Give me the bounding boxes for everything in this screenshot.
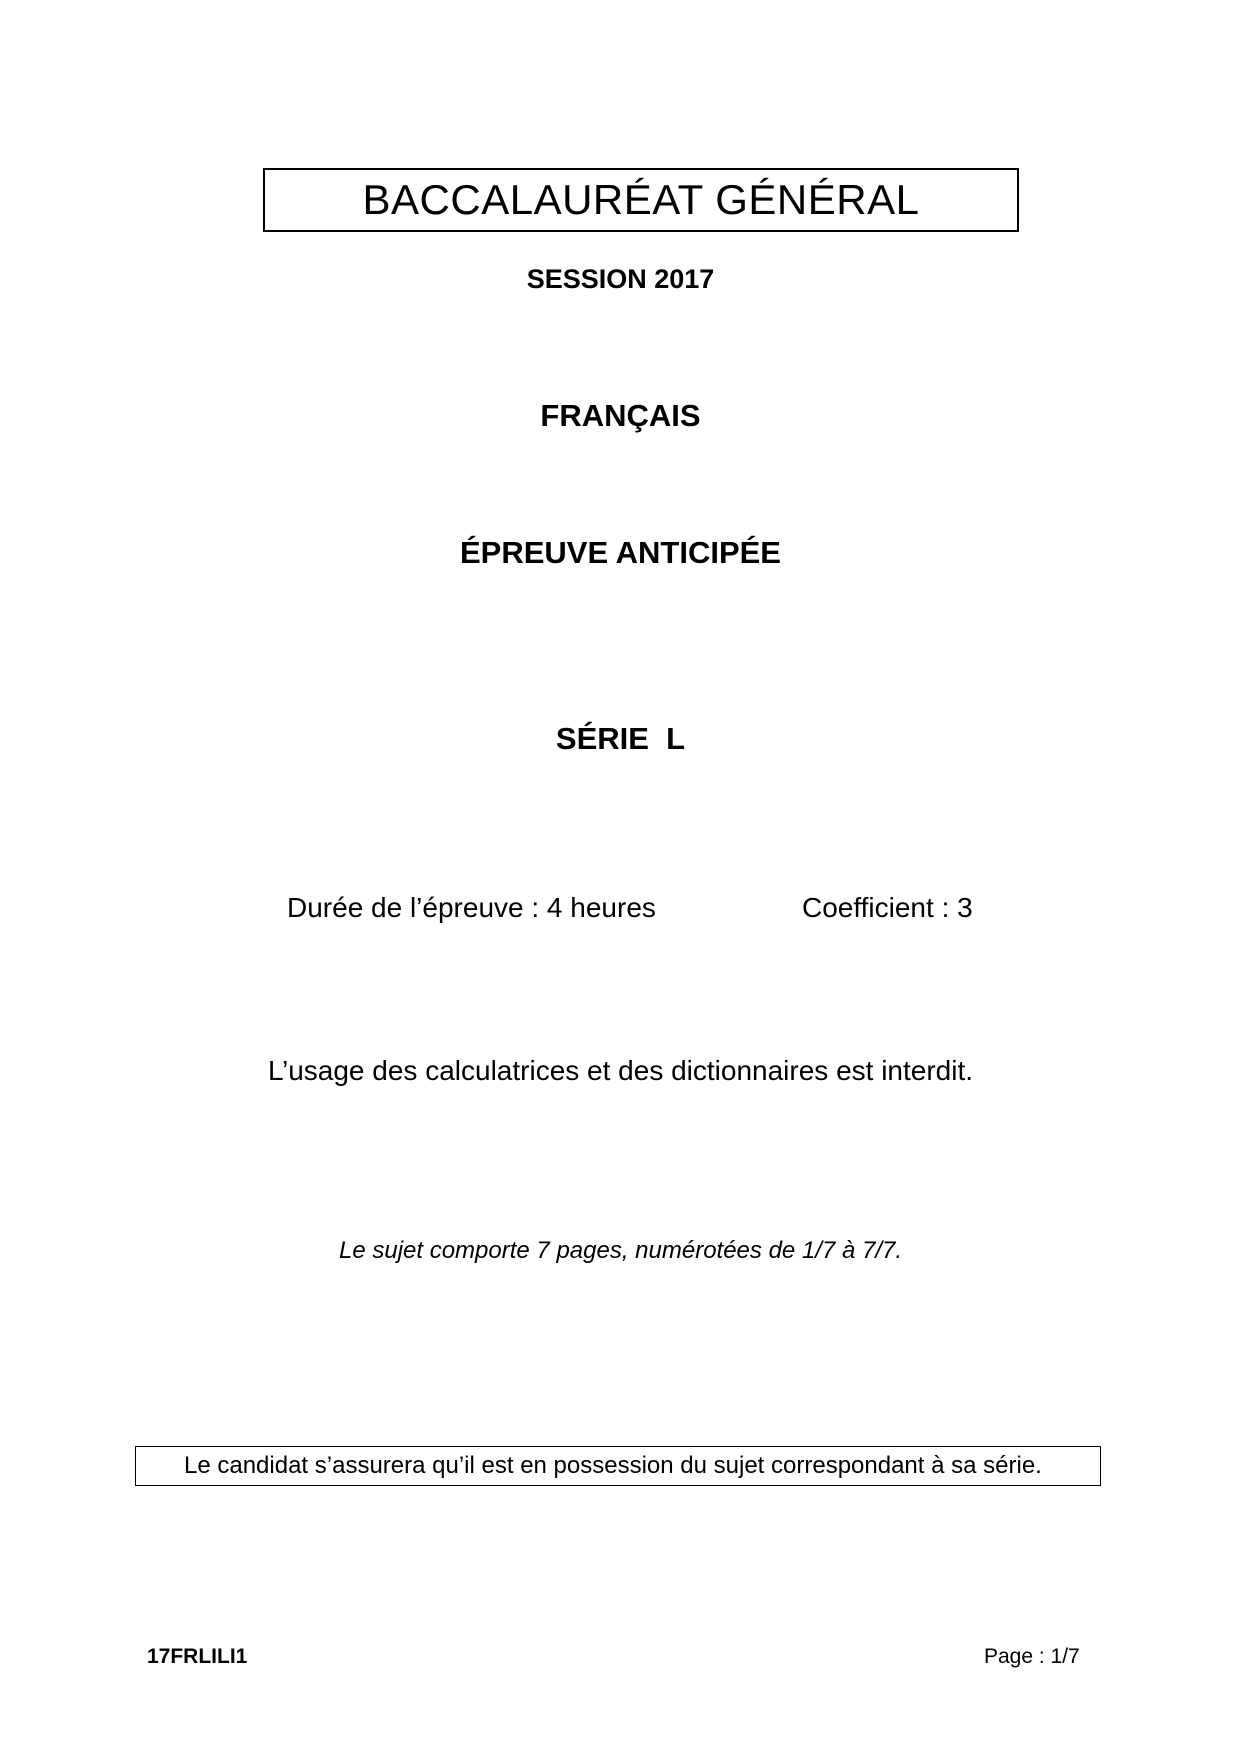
candidate-notice: Le candidat s’assurera qu’il est en possession du sujet correspondant à sa série. [184,1452,1042,1479]
candidate-notice-box [135,1446,1101,1486]
series-label [0,721,1241,757]
coefficient-label: Coefficient : 3 [802,892,973,923]
subject-label: FRANÇAIS [540,398,701,433]
duration-label: Durée de l’épreuve : 4 heures [287,892,656,923]
exam-title-box [263,168,1019,232]
exam-type-label: ÉPREUVE ANTICIPÉE [460,535,781,570]
pages-note: Le sujet comporte 7 pages, numérotées de 1/7 à 7/7. [338,1237,903,1264]
usage-rule: L’usage des calculatrices et des dictionnaires est interdit. [267,1055,974,1086]
page-number: Page : 1/7 [984,1645,1080,1668]
session-label: SESSION 2017 [526,264,715,294]
series-text: SÉRIE L [555,721,686,756]
document-code: 17FRLILI1 [147,1645,248,1668]
exam-title: BACCALAURÉAT GÉNÉRAL [362,176,920,223]
